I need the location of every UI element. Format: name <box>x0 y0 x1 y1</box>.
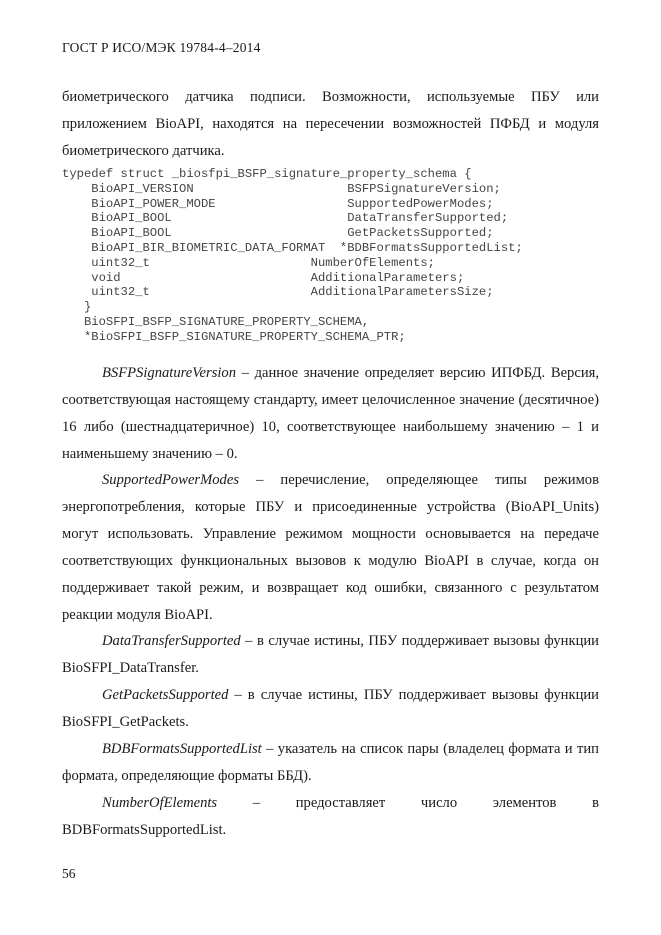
code-line: BioAPI_BOOL DataTransferSupported; <box>62 211 509 226</box>
definition-text: – в случае истины, ПБУ поддерживает вызовы функции BioSFPI_GetPackets. <box>62 687 599 730</box>
definition-paragraph <box>62 790 599 844</box>
definition-paragraph <box>62 628 599 682</box>
code-line: void AdditionalParameters; <box>62 270 465 285</box>
code-line: BioSFPI_BSFP_SIGNATURE_PROPERTY_SCHEMA, <box>62 314 370 329</box>
code-line: BioAPI_BIR_BIOMETRIC_DATA_FORMAT *BDBFormatsSupportedList; <box>62 240 523 255</box>
code-block <box>62 167 523 345</box>
definition-term: SupportedPowerModes <box>102 472 240 488</box>
page-number: 56 <box>62 866 76 881</box>
code-line: *BioSFPI_BSFP_SIGNATURE_PROPERTY_SCHEMA_PTR; <box>62 329 406 344</box>
definition-term: BDBFormatsSupportedList <box>102 741 262 757</box>
definition-paragraph <box>62 467 599 629</box>
definition-paragraph <box>62 360 599 468</box>
code-line: uint32_t AdditionalParametersSize; <box>62 285 494 300</box>
code-line: typedef struct _biosfpi_BSFP_signature_property_schema { <box>62 167 472 181</box>
code-line: BioAPI_POWER_MODE SupportedPowerModes; <box>62 196 494 211</box>
definition-paragraph <box>62 736 599 790</box>
definition-paragraph <box>62 682 599 736</box>
definition-term: BSFPSignatureVersion <box>102 365 237 381</box>
code-line: uint32_t NumberOfElements; <box>62 255 435 270</box>
definition-term: NumberOfElements <box>102 795 218 811</box>
code-line: BioAPI_BOOL GetPacketsSupported; <box>62 226 494 241</box>
definition-text: – перечисление, определяющее типы режимов энергопотребления, которые ПБУ и присоединенные устройства (BioAPI_Units) могут использовать. Управление режимом мощности основывается на передаче соответствующих функциональных вызовов к модулю BioAPI в случае, когда он поддерживает такой режим, и возвращает код ошибки, связанного с результатом реакции модуля BioAPI. <box>62 472 599 623</box>
document-header: ГОСТ Р ИСО/МЭК 19784-4–2014 <box>62 40 261 55</box>
definition-text: – в случае истины, ПБУ поддерживает вызовы функции BioSFPI_DataTransfer. <box>62 633 599 676</box>
intro-paragraph: биометрического датчика подписи. Возможности, используемые ПБУ или приложением BioAPI, находятся на пересечении возможностей ПФБД и модуля биометрического датчика. <box>62 89 599 159</box>
code-line: } <box>62 300 92 315</box>
code-line: BioAPI_VERSION BSFPSignatureVersion; <box>62 181 501 196</box>
definition-text: – данное значение определяет версию ИПФБД. Версия, соответствующая настоящему стандарту, имеет целочисленное значение (десятичное) 16 либо (шестнадцатеричное) 10, соответствующее наибольшему значению – 1 и наименьшему значению – 0. <box>62 365 599 462</box>
definition-text: – указатель на список пары (владелец формата и тип формата, определяющие форматы ББД). <box>62 741 599 784</box>
definition-term: DataTransferSupported <box>102 633 241 649</box>
definition-term: GetPacketsSupported <box>102 687 229 703</box>
definition-text: – предоставляет число элементов в BDBFormatsSupportedList. <box>62 795 599 838</box>
